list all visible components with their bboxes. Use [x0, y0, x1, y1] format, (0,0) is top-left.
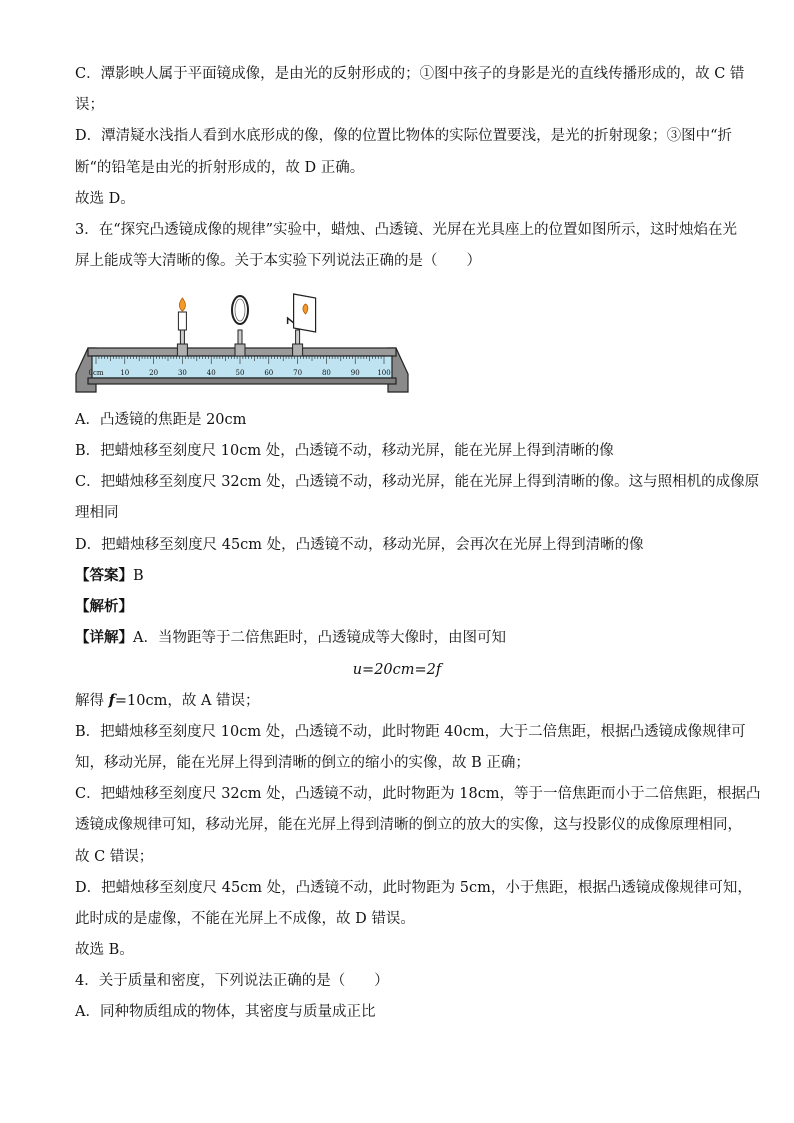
explain-d: D．把蜡烛移至刻度尺 45cm 处，凸透镜不动，此时物距为 5cm，小于焦距，根据凸透镜成像规律可知，	[75, 880, 752, 896]
analysis-label: 【解析】	[75, 598, 133, 615]
question-4-option-a: A．同种物质组成的物体，其密度与质量成正比	[75, 1004, 376, 1020]
detail-line	[75, 628, 725, 648]
explain-b: 知，移动光屏，能在光屏上得到清晰的倒立的缩小的实像，故 B 正确；	[75, 755, 530, 771]
solve-suffix: =10cm，故 A 错误；	[114, 693, 260, 709]
solve-prefix: 解得	[75, 693, 109, 709]
explain-d: 此时成的是虚像，不能在光屏上不成像，故 D 错误。	[75, 911, 415, 927]
explain-c: 故 C 错误；	[75, 849, 154, 865]
text-line: 误；	[75, 97, 104, 113]
text-line: D．潭清疑水浅指人看到水底形成的像，像的位置比物体的实际位置要浅，是光的折射现象；③图中“折	[75, 128, 733, 144]
answer-line	[75, 566, 725, 586]
ruler-tick-label: 50	[235, 369, 245, 377]
candle-holder-post	[180, 330, 184, 344]
option-c-cont: 理相同	[75, 505, 119, 521]
detail-tag: 【详解】	[75, 629, 133, 646]
lens-holder-base	[235, 344, 245, 356]
ruler-tick-label: 10	[120, 369, 130, 377]
ruler-tick-label: 70	[293, 369, 303, 377]
select-b: 故选 B。	[75, 942, 134, 958]
option-b: B．把蜡烛移至刻度尺 10cm 处，凸透镜不动，移动光屏，能在光屏上得到清晰的像	[75, 443, 614, 459]
option-d: D．把蜡烛移至刻度尺 45cm 处，凸透镜不动，移动光屏，会再次在光屏上得到清晰的像	[75, 537, 644, 553]
question-3-stem: 屏上能成等大清晰的像。关于本实验下列说法正确的是（ ）	[75, 253, 481, 269]
ruler-tick-label: 20	[149, 369, 159, 377]
candle-holder-base	[177, 344, 187, 356]
screen-holder-base	[293, 344, 303, 356]
ruler-tick-label: 80	[321, 369, 331, 377]
screen-holder-post	[296, 330, 300, 344]
explain-b: B．把蜡烛移至刻度尺 10cm 处，凸透镜不动，此时物距 40cm，大于二倍焦距，根据凸透镜成像规律可	[75, 724, 746, 740]
text-line: 故选 D。	[75, 191, 135, 207]
bench-bottom-rail	[88, 378, 396, 384]
explain-c: 透镜成像规律可知，移动光屏，能在光屏上得到清晰的倒立的放大的实像，这与投影仪的成像原理相同，	[75, 817, 742, 833]
optical-bench-figure	[74, 292, 410, 396]
answer-value: B	[133, 568, 144, 584]
ruler-tick-label: 100	[377, 369, 391, 377]
apparatus	[177, 294, 315, 356]
solve-line	[75, 691, 725, 711]
answer-tag: 【答案】	[75, 567, 133, 584]
option-c: C．把蜡烛移至刻度尺 32cm 处，凸透镜不动，移动光屏，能在光屏上得到清晰的像。这与照相机的成像原	[75, 474, 760, 490]
analysis-tag	[75, 597, 725, 617]
focal-symbol: f	[108, 692, 115, 709]
explain-c: C．把蜡烛移至刻度尺 32cm 处，凸透镜不动，此时物距为 18cm，等于一倍焦距而小于二倍焦距，根据凸	[75, 786, 761, 802]
formula: u=20cm=2f	[352, 662, 442, 678]
ruler-tick-label: 90	[350, 369, 360, 377]
ruler-tick-label: 40	[206, 369, 216, 377]
detail-text: A．当物距等于二倍焦距时，凸透镜成等大像时，由图可知	[133, 630, 506, 646]
option-a: A．凸透镜的焦距是 20cm	[75, 412, 247, 428]
ruler-tick-label: 0cm	[88, 369, 104, 377]
text-line: C．潭影映人属于平面镜成像，是由光的反射形成的；①图中孩子的身影是光的直线传播形成的，故 C 错	[75, 66, 745, 82]
question-3-stem: 3．在“探究凸透镜成像的规律”实验中，蜡烛、凸透镜、光屏在光具座上的位置如图所示，这时烛焰在光	[75, 222, 738, 238]
candle-body	[178, 312, 186, 330]
ruler-tick-label: 60	[264, 369, 274, 377]
text-line: 断“的铅笔是由光的折射形成的，故 D 正确。	[75, 160, 365, 176]
convex-lens	[232, 296, 248, 324]
candle-flame	[179, 298, 185, 311]
lens-holder-post	[238, 330, 242, 344]
question-4-stem: 4．关于质量和密度，下列说法正确的是（ ）	[75, 973, 389, 989]
ruler-tick-label: 30	[177, 369, 187, 377]
